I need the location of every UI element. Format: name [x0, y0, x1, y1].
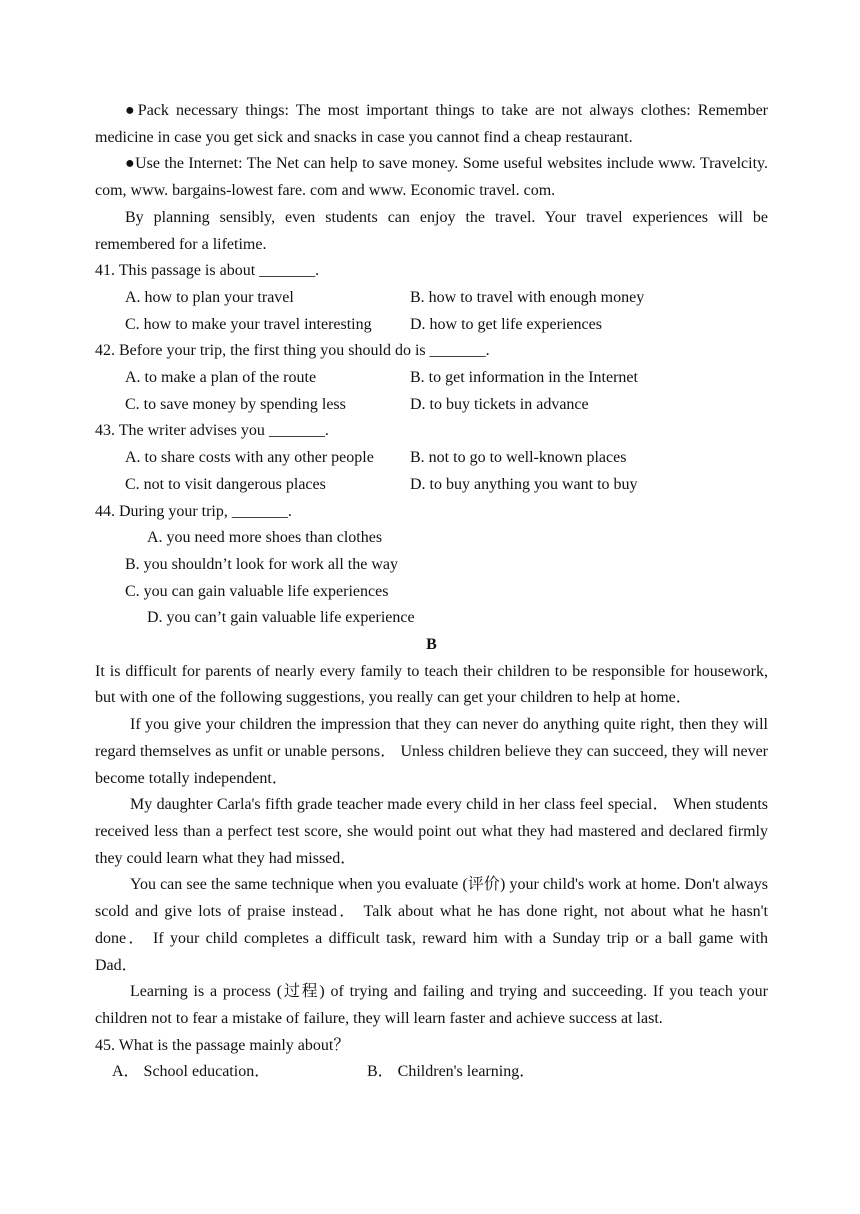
- option-d: D. to buy tickets in advance: [410, 395, 589, 413]
- question-42: [95, 338, 768, 418]
- options: [95, 445, 768, 498]
- question-45: [95, 1033, 768, 1086]
- option-d: D. how to get life experiences: [410, 315, 602, 333]
- option-c: C. how to make your travel interesting: [125, 315, 372, 333]
- option-b: B. you shouldn’t look for work all the way: [125, 555, 399, 573]
- question-stem: 44. During your trip, _______.: [95, 502, 292, 520]
- option-b: B. to get information in the Internet: [410, 369, 638, 387]
- question-stem: 43. The writer advises you _______.: [95, 422, 329, 440]
- option-b: B. not to go to well-known places: [410, 449, 627, 467]
- passage-b-paragraph-5: Learning is a process (过程) of trying and failing and trying and succeeding. If you teach your children not to fear a mistake of failure, they will learn faster and achieve success at last.: [95, 983, 768, 1027]
- option-a: A． School education．: [112, 1063, 271, 1081]
- tip-internet-paragraph: ●Use the Internet: The Net can help to save money. Some useful websites include www. Travelcity. com, www. bargains-lowest fare. com and www. Economic travel. com.: [95, 155, 768, 200]
- passage-b-paragraph-4: You can see the same technique when you evaluate (评价) your child's work at home. Don't always scold and give lots of praise instead． Talk about what he has done right, not about what he hasn't done． If your child completes a difficult task, reward him with a Sunday trip or a ball game with Dad．: [95, 876, 768, 974]
- question-41: [95, 258, 768, 338]
- tip-pack-paragraph: ●Pack necessary things: The most important things to take are not always clothes: Remember medicine in case you get sick and snacks in case you cannot find a cheap restaurant.: [95, 102, 768, 146]
- option-c: C. not to visit dangerous places: [125, 475, 326, 493]
- option-a: A. you need more shoes than clothes: [147, 529, 383, 547]
- option-a: A. to share costs with any other people: [125, 449, 374, 467]
- question-43: [95, 418, 768, 498]
- option-a: A. how to plan your travel: [125, 288, 294, 306]
- option-c: C. you can gain valuable life experiences: [125, 582, 389, 600]
- option-a: A. to make a plan of the route: [125, 369, 317, 387]
- option-c: C. to save money by spending less: [125, 395, 346, 413]
- question-stem: 42. Before your trip, the first thing you should do is _______.: [95, 342, 490, 360]
- option-d: D. to buy anything you want to buy: [410, 475, 638, 493]
- document-page: [95, 98, 768, 1086]
- option-b: B． Children's learning．: [367, 1063, 536, 1081]
- options: [95, 285, 768, 338]
- passage-b-paragraph-2: If you give your children the impression that they can never do anything quite right, then they will regard themselves as unfit or unable persons． Unless children believe they can succeed, they will never become totally independent．: [95, 716, 768, 787]
- section-heading: B: [426, 636, 437, 654]
- options: [95, 365, 768, 418]
- option-b: B. how to travel with enough money: [410, 288, 645, 306]
- options: [95, 1059, 768, 1086]
- passage-b-paragraph-1: It is difficult for parents of nearly every family to teach their children to be responsible for housework, but with one of the following suggestions, you really can get your children to help at home．: [95, 662, 768, 707]
- question-stem: 41. This passage is about _______.: [95, 262, 320, 280]
- option-d: D. you can’t gain valuable life experience: [147, 609, 415, 627]
- question-stem: 45. What is the passage mainly about？: [95, 1036, 350, 1054]
- conclusion-paragraph: By planning sensibly, even students can enjoy the travel. Your travel experiences will be remembered for a lifetime.: [95, 208, 768, 253]
- question-44: [95, 499, 768, 633]
- passage-b-paragraph-3: My daughter Carla's fifth grade teacher made every child in her class feel special． When students received less than a perfect test score, she would point out what they had mastered and declared firmly they could learn what they had missed．: [95, 796, 768, 867]
